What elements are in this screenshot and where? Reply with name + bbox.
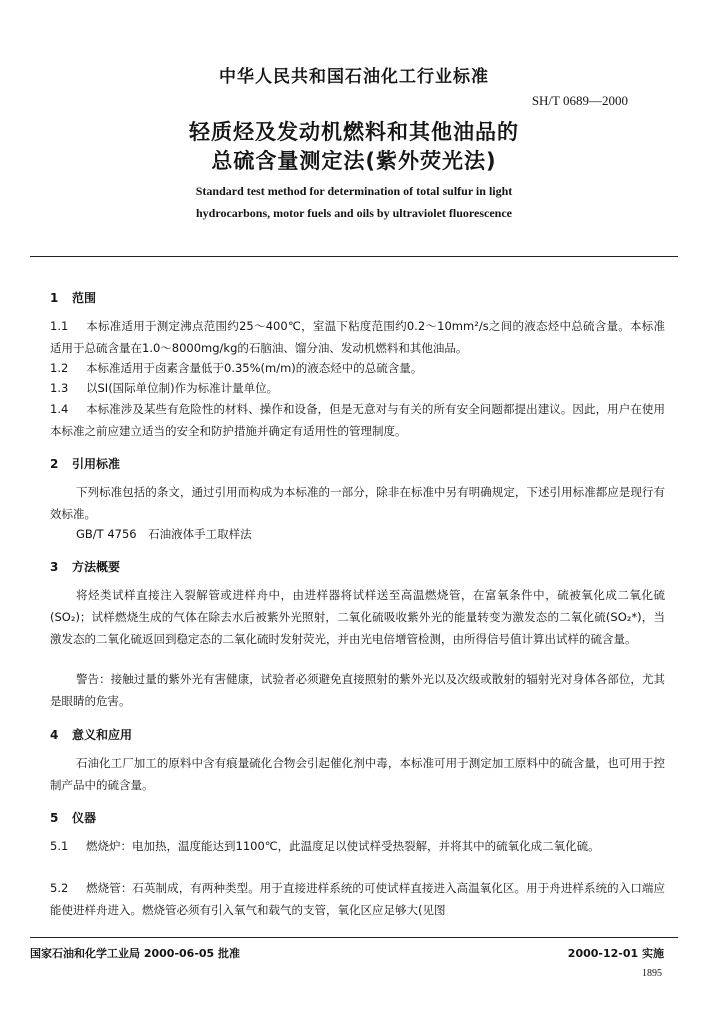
section-4-paragraph: 石油化工厂加工的原料中含有痕量硫化合物会引起催化剂中毒，本标准可用于测定加工原料中的硫含量，也可用于控制产品中的硫含量。 xyxy=(50,756,665,792)
warning-paragraph: 警告：接触过量的紫外光有害健康，试验者必须避免直接照射的紫外光以及次级或散射的辐射光对身体各部位，尤其是眼睛的危害。 xyxy=(50,672,665,708)
clause-number: 5.2 xyxy=(50,881,69,895)
section-3-heading xyxy=(50,558,120,575)
section-2-heading xyxy=(50,455,120,472)
clause-number: 1.2 xyxy=(50,361,69,375)
title-zh-line2: 总硫含量测定法(紫外荧光法) xyxy=(211,149,497,173)
clause-text: 燃烧炉：电加热，温度能达到1100℃，此温度足以使试样受热裂解，并将其中的硫氧化成二氧化硫。 xyxy=(86,839,600,853)
standard-number: SH/T 0689—2000 xyxy=(531,93,628,108)
section-4-heading xyxy=(50,726,132,743)
clause-number: 5.1 xyxy=(50,839,69,853)
section-title: 仪器 xyxy=(72,811,97,825)
clause-1-1 xyxy=(50,315,665,359)
clause-text: 燃烧管：石英制成，有两种类型。用于直接进样系统的可使试样直接进入高温氧化区。用于舟进样系统的入口端应能使进样舟进入。燃烧管必须有引入氧气和载气的支管，氧化区应足够大(见图 xyxy=(50,881,665,917)
clause-number: 1.4 xyxy=(50,402,69,416)
footer-divider xyxy=(30,937,678,938)
clause-text: 以SI(国际单位制)作为标准计量单位。 xyxy=(86,381,279,395)
clause-5-1 xyxy=(50,835,665,857)
title-en-line1: Standard test method for determination of total sulfur in light xyxy=(195,184,513,198)
page-number: 1895 xyxy=(642,968,662,979)
section-number: 3 xyxy=(50,560,59,574)
section-number: 1 xyxy=(50,291,59,305)
section-title: 方法概要 xyxy=(72,560,121,574)
clause-5-2 xyxy=(50,877,665,921)
referenced-standard: GB/T 4756 石油液体手工取样法 xyxy=(76,527,252,541)
clause-1-3 xyxy=(50,377,665,399)
section-1-heading xyxy=(50,289,96,306)
standard-category-header: 中华人民共和国石油化工行业标准 xyxy=(219,67,489,87)
clause-1-2 xyxy=(50,357,665,379)
clause-number: 1.1 xyxy=(50,319,69,333)
title-divider xyxy=(30,256,678,257)
clause-text: 本标准适用于卤素含量低于0.35%(m/m)的液态烃中的总硫含量。 xyxy=(86,361,423,375)
title-zh-line1: 轻质烃及发动机燃料和其他油品的 xyxy=(189,120,519,144)
section-number: 4 xyxy=(50,728,59,742)
section-title: 意义和应用 xyxy=(72,728,133,742)
clause-text: 本标准涉及某些有危险性的材料、操作和设备，但是无意对与有关的所有安全问题都提出建议。因此，用户在使用本标准之前应建立适当的安全和防护措施并确定有适用性的管理制度。 xyxy=(50,402,665,438)
section-title: 范围 xyxy=(72,291,97,305)
section-number: 2 xyxy=(50,457,59,471)
clause-text: 本标准适用于测定沸点范围约25～400℃，室温下粘度范围约0.2～10mm²/s之间的液态烃中总硫含量。本标准适用于总硫含量在1.0～8000mg/kg的石脑油、馏分油、发动机燃料和其他油品。 xyxy=(50,319,665,355)
approval-date: 国家石油和化学工业局 2000-06-05 批准 xyxy=(30,947,241,960)
implementation-date: 2000-12-01 实施 xyxy=(567,947,664,960)
title-en-line2: hydrocarbons, motor fuels and oils by ultraviolet fluorescence xyxy=(196,206,512,220)
clause-1-4 xyxy=(50,398,665,442)
clause-number: 1.3 xyxy=(50,381,69,395)
section-5-heading xyxy=(50,809,96,826)
section-3-paragraph: 将烃类试样直接注入裂解管或进样舟中，由进样器将试样送至高温燃烧管，在富氧条件中，硫被氧化成二氧化硫(SO₂)；试样燃烧生成的气体在除去水后被紫外光照射，二氧化硫吸收紫外光的能量转变为激发态的二氧化硫(SO₂*)，当激发态的二氧化硫返回到稳定态的二氧化硫时发射荧光，并由光电倍增管检测，由所得信号值计算出试样的硫含量。 xyxy=(50,588,665,646)
section-2-paragraph: 下列标准包括的条文，通过引用而构成为本标准的一部分，除非在标准中另有明确规定，下述引用标准都应是现行有效标准。 xyxy=(50,485,665,521)
section-title: 引用标准 xyxy=(72,457,121,471)
section-number: 5 xyxy=(50,811,59,825)
